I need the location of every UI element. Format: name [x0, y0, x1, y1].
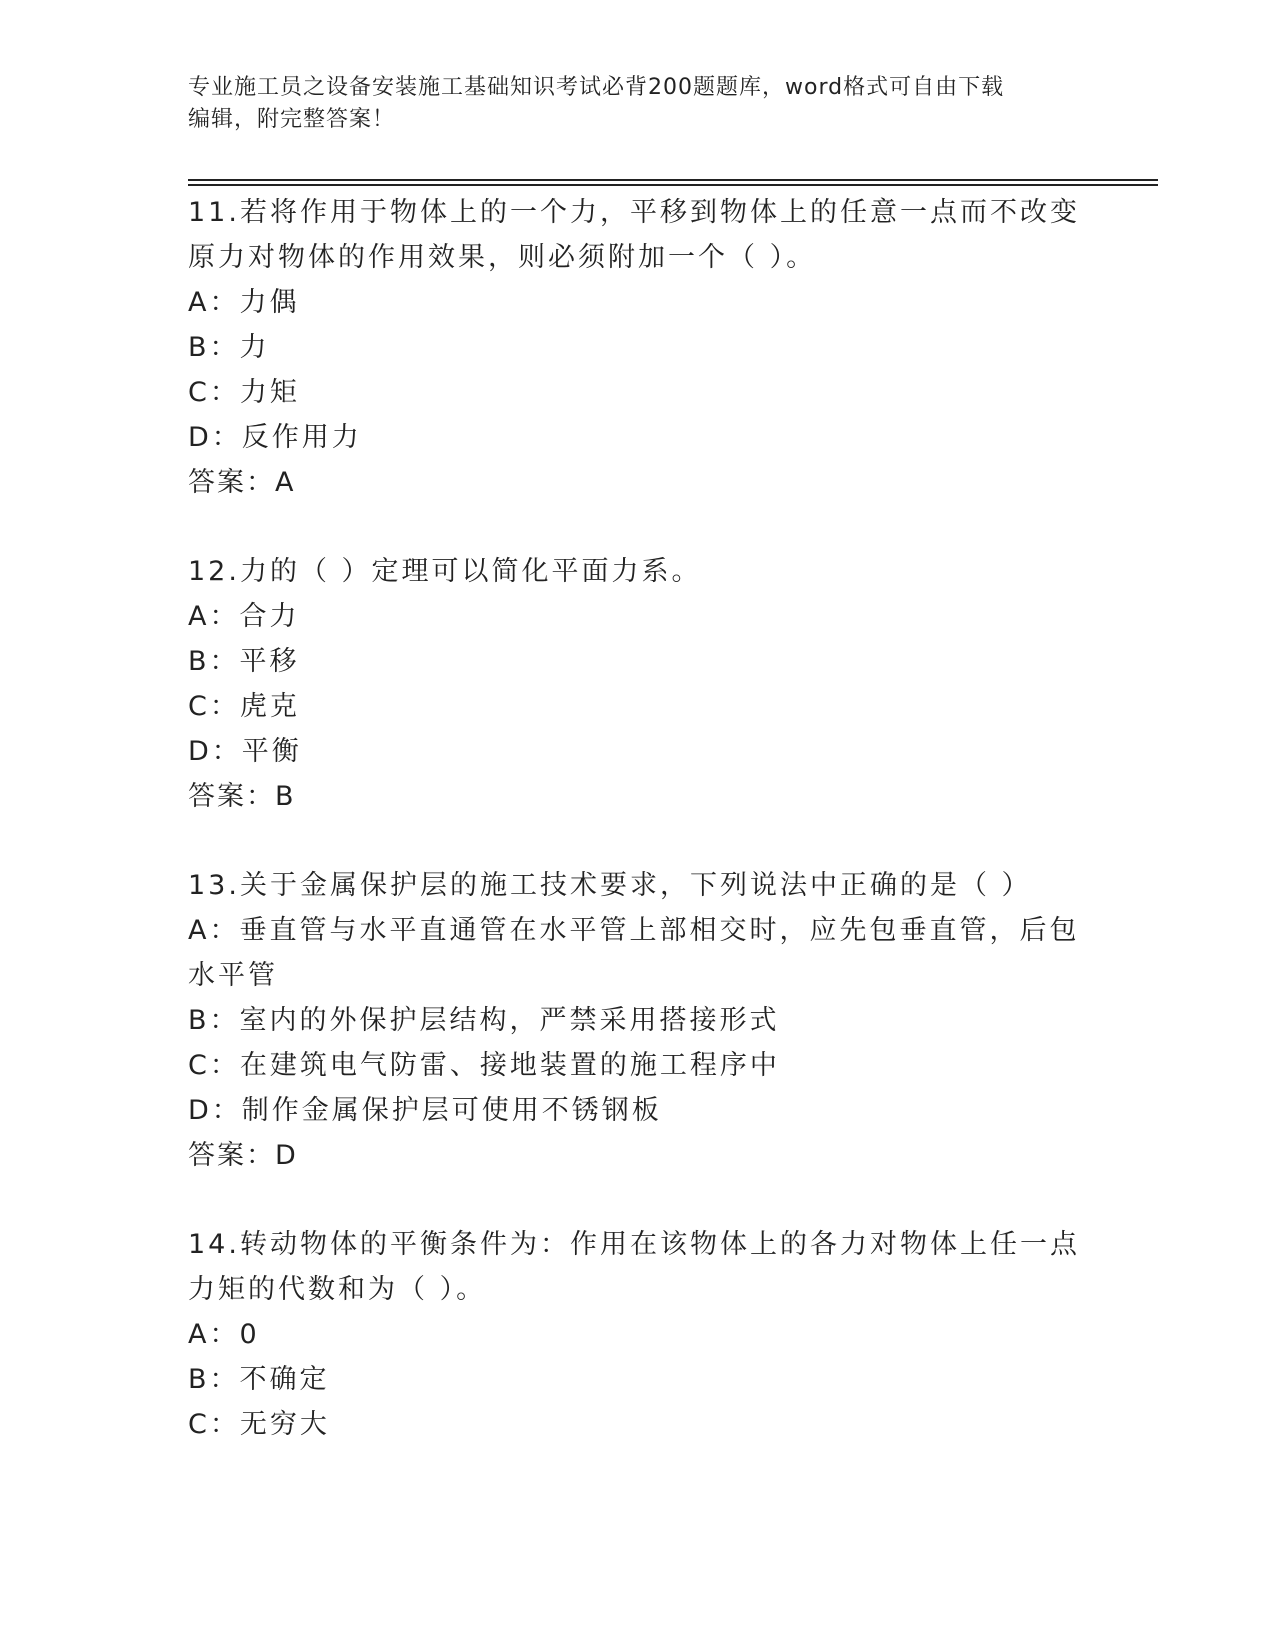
option-text: 室内的外保护层结构，严禁采用搭接形式	[239, 1005, 780, 1036]
option-key: C：	[188, 1050, 240, 1081]
question-stem: 14.转动物体的平衡条件为：作用在该物体上的各力对物体上任一点力矩的代数和为（ ）。	[188, 1229, 1080, 1305]
answer-line: 答案：D	[188, 1140, 298, 1171]
option-key: A：	[188, 287, 240, 318]
option-text: 制作金属保护层可使用不锈钢板	[241, 1095, 662, 1126]
question-14	[188, 1222, 1088, 1447]
option-b	[188, 639, 1088, 684]
question-stem: 12.力的（ ）定理可以简化平面力系。	[188, 556, 702, 587]
option-text: 无穷大	[239, 1409, 330, 1440]
option-text: 力偶	[239, 287, 300, 318]
option-key: D：	[188, 1095, 242, 1126]
option-c	[188, 684, 1088, 729]
option-c	[188, 370, 1088, 415]
option-b	[188, 998, 1088, 1043]
option-key: C：	[188, 377, 240, 408]
header-divider-top	[188, 179, 1158, 181]
option-key: C：	[188, 1409, 240, 1440]
option-a	[188, 908, 1088, 998]
option-text: 垂直管与水平直通管在水平管上部相交时，应先包垂直管，后包水平管	[188, 915, 1080, 991]
question-list	[188, 190, 1088, 1491]
option-key: D：	[188, 422, 242, 453]
header-line-1: 专业施工员之设备安装施工基础知识考试必背200题题库，word格式可自由下载	[188, 75, 1005, 100]
option-text: 合力	[239, 601, 300, 632]
option-c	[188, 1402, 1088, 1447]
option-d	[188, 1088, 1088, 1133]
option-key: A：	[188, 601, 240, 632]
option-b	[188, 325, 1088, 370]
option-text: 反作用力	[241, 422, 362, 453]
option-key: C：	[188, 691, 240, 722]
document-header	[188, 72, 1088, 136]
option-key: A：	[188, 915, 240, 946]
option-key: A：	[188, 1319, 240, 1350]
option-text: 不确定	[239, 1364, 330, 1395]
option-key: B：	[188, 646, 240, 677]
option-key: B：	[188, 1364, 240, 1395]
option-key: D：	[188, 736, 242, 767]
option-text: 平衡	[241, 736, 302, 767]
option-b	[188, 1357, 1088, 1402]
option-d	[188, 415, 1088, 460]
answer-line: 答案：A	[188, 467, 296, 498]
question-11	[188, 190, 1088, 505]
option-d	[188, 729, 1088, 774]
option-key: B：	[188, 332, 240, 363]
answer-line: 答案：B	[188, 781, 296, 812]
option-a	[188, 1312, 1088, 1357]
option-text: 在建筑电气防雷、接地装置的施工程序中	[239, 1050, 780, 1081]
header-divider-bottom	[188, 184, 1158, 186]
option-text: 力	[239, 332, 270, 363]
question-12	[188, 549, 1088, 819]
option-text: 力矩	[239, 377, 300, 408]
question-stem: 11.若将作用于物体上的一个力，平移到物体上的任意一点而不改变原力对物体的作用效果，则必须附加一个（ ）。	[188, 197, 1080, 273]
question-stem: 13.关于金属保护层的施工技术要求，下列说法中正确的是（ ）	[188, 870, 1032, 901]
option-text: 0	[239, 1319, 260, 1350]
option-a	[188, 280, 1088, 325]
option-text: 虎克	[239, 691, 300, 722]
option-a	[188, 594, 1088, 639]
question-13	[188, 863, 1088, 1178]
option-text: 平移	[239, 646, 300, 677]
option-c	[188, 1043, 1088, 1088]
option-key: B：	[188, 1005, 240, 1036]
header-line-2: 编辑，附完整答案！	[188, 107, 396, 132]
